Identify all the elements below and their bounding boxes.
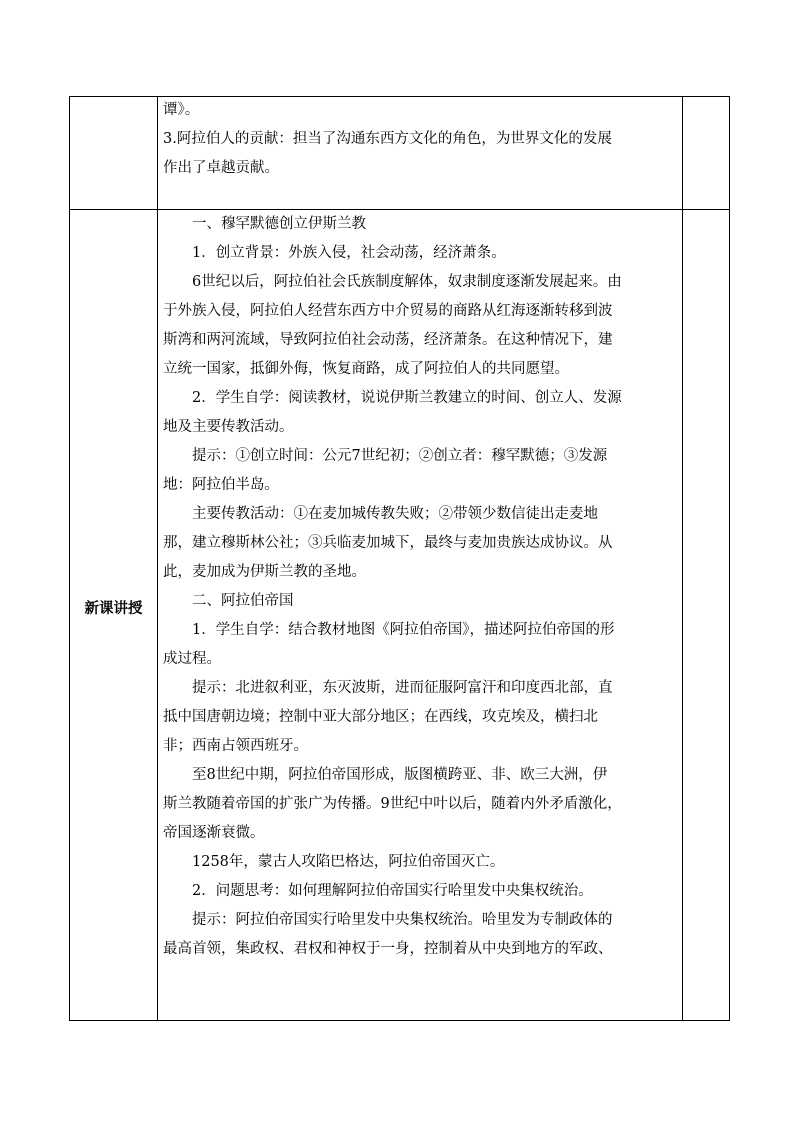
text-line: 抵中国唐朝边境；控制中亚大部分地区；在西线，攻克埃及，横扫北 bbox=[163, 709, 598, 725]
top-content-cell bbox=[163, 96, 687, 183]
text-line: 斯湾和两河流域，导致阿拉伯社会动荡，经济萧条。在这种情况下，建 bbox=[163, 332, 613, 348]
table-line-right bbox=[729, 96, 730, 1021]
text-line: 2．学生自学：阅读教材，说说伊斯兰教建立的时间、创立人、发源 bbox=[192, 390, 622, 406]
text-line: 那，建立穆斯林公社；③兵临麦加城下，最终与麦加贵族达成协议。从 bbox=[163, 535, 613, 551]
text-line: 主要传教活动：①在麦加城传教失败；②带领少数信徒出走麦地 bbox=[192, 506, 598, 522]
text-line: 地：阿拉伯半岛。 bbox=[163, 477, 279, 493]
text-line: 3.阿拉伯人的贡献：担当了沟通东西方文化的角色，为世界文化的发展 bbox=[163, 131, 612, 147]
text-line: 至8世纪中期，阿拉伯帝国形成，版图横跨亚、非、欧三大洲，伊 bbox=[192, 767, 608, 783]
text-line: 非；西南占领西班牙。 bbox=[163, 738, 308, 754]
text-line: 提示：阿拉伯帝国实行哈里发中央集权统治。哈里发为专制政体的 bbox=[192, 912, 613, 928]
text-line: 最高首领，集政权、君权和神权于一身，控制着从中央到地方的军政、 bbox=[163, 941, 613, 957]
text-line: 此，麦加成为伊斯兰教的圣地。 bbox=[163, 564, 366, 580]
text-line: 地及主要传教活动。 bbox=[163, 419, 294, 435]
text-line: 1258年，蒙古人攻陷巴格达，阿拉伯帝国灭亡。 bbox=[192, 854, 505, 870]
text-line: 1．创立背景：外族入侵，社会动荡，经济萧条。 bbox=[192, 245, 506, 261]
text-line: 立统一国家，抵御外侮，恢复商路，成了阿拉伯人的共同愿望。 bbox=[163, 361, 569, 377]
heading-line: 二、阿拉伯帝国 bbox=[192, 593, 294, 609]
table-line-bottom bbox=[69, 1020, 730, 1021]
heading-line: 一、穆罕默德创立伊斯兰教 bbox=[192, 216, 366, 232]
text-line: 2．问题思考：如何理解阿拉伯帝国实行哈里发中央集权统治。 bbox=[192, 883, 593, 899]
text-line: 6世纪以后，阿拉伯社会氏族制度解体，奴隶制度逐渐发展起来。由 bbox=[192, 274, 622, 290]
text-line: 提示：①创立时间：公元7世纪初；②创立者：穆罕默德；③发源 bbox=[192, 448, 608, 464]
text-line: 斯兰教随着帝国的扩张广为传播。9世纪中叶以后，随着内外矛盾激化， bbox=[163, 796, 622, 812]
section-label: 新课讲授 bbox=[84, 601, 143, 617]
text-line: 成过程。 bbox=[163, 651, 221, 667]
table-line-left bbox=[69, 96, 70, 1021]
text-line: 提示：北进叙利亚，东灭波斯，进而征服阿富汗和印度西北部，直 bbox=[192, 680, 613, 696]
table-line-col1 bbox=[157, 96, 158, 1021]
text-line: 1．学生自学：结合教材地图《阿拉伯帝国》，描述阿拉伯帝国的形 bbox=[192, 622, 615, 638]
main-content-cell bbox=[163, 210, 687, 964]
text-line: 作出了卓越贡献。 bbox=[163, 160, 279, 176]
text-line: 谭》。 bbox=[163, 102, 200, 118]
text-line: 于外族入侵，阿拉伯人经营东西方中介贸易的商路从红海逐渐转移到波 bbox=[163, 303, 613, 319]
text-line: 帝国逐渐衰微。 bbox=[163, 825, 265, 841]
